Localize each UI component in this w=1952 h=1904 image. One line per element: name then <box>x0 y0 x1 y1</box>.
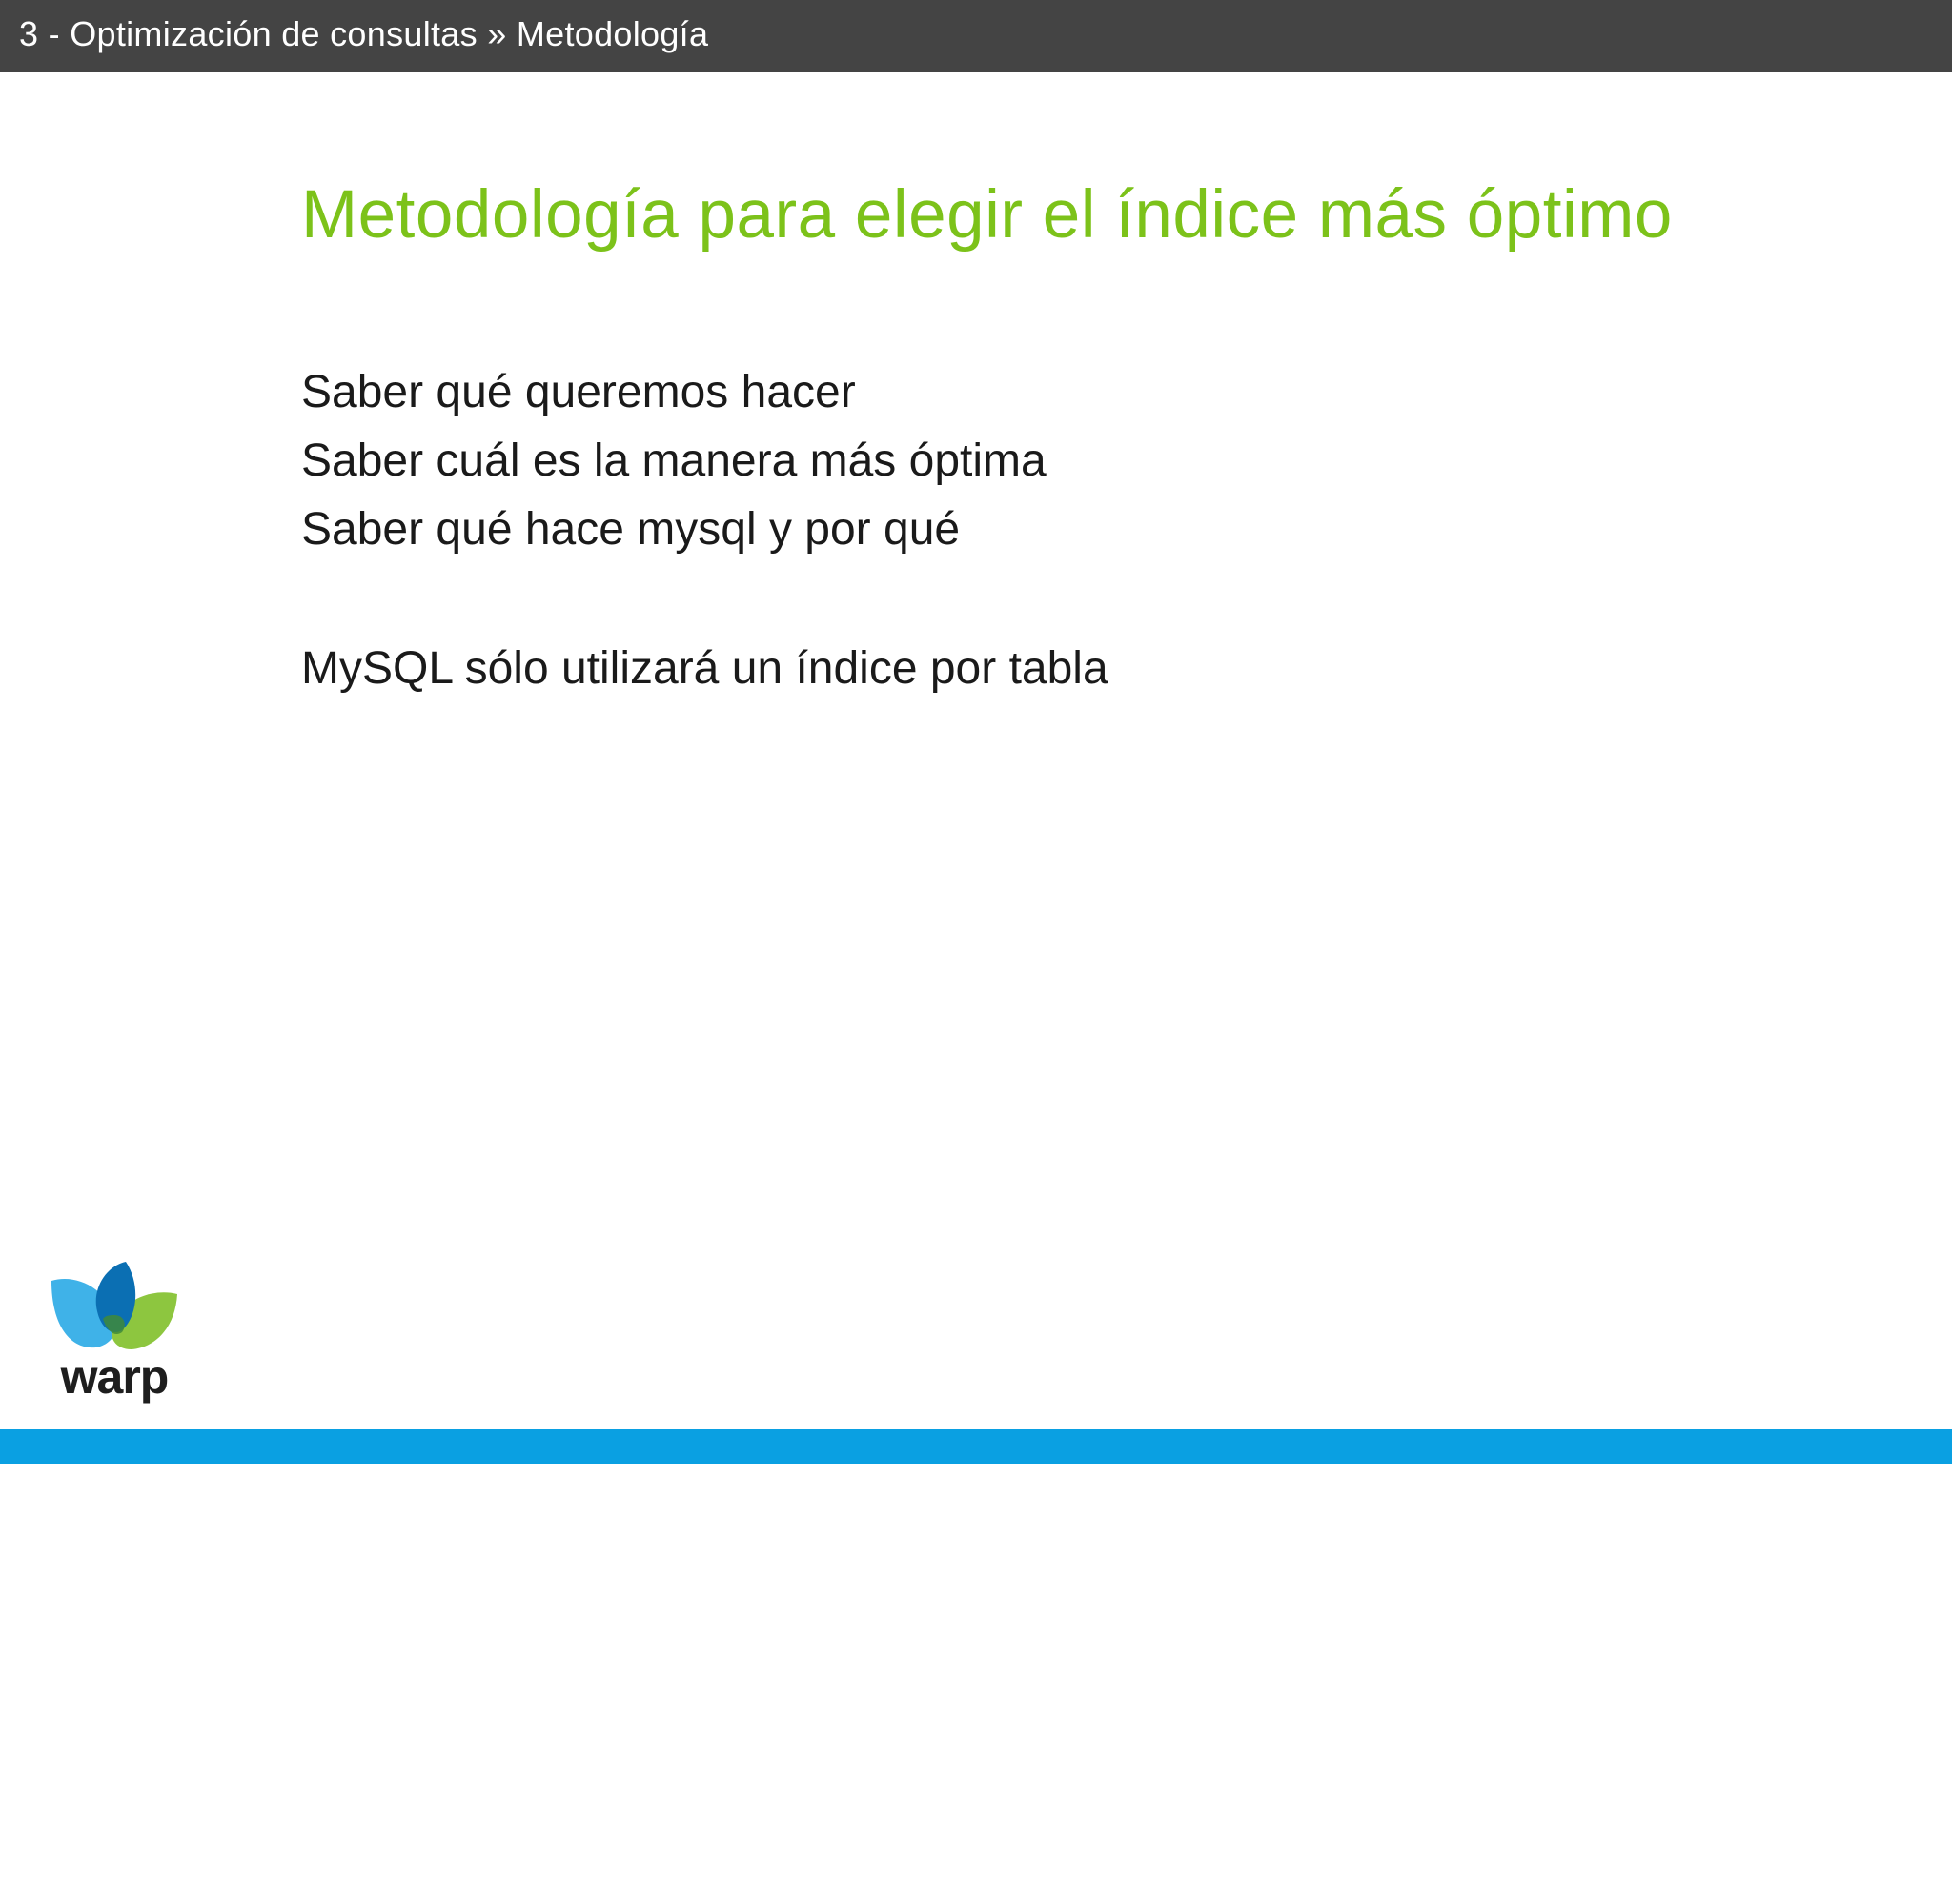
footer-bar <box>0 1429 1952 1464</box>
bullet-item: Saber cuál es la manera más óptima <box>301 435 1047 486</box>
slide-title: Metodología para elegir el índice más óptimo <box>301 177 1673 253</box>
bullet-list <box>301 358 1047 564</box>
bullet-item: Saber qué hace mysql y por qué <box>301 504 961 555</box>
warp-logo-icon <box>48 1260 181 1412</box>
breadcrumb: 3 - Optimización de consultas » Metodología <box>19 14 709 53</box>
header-bar <box>0 0 1952 72</box>
bullet-item: Saber qué queremos hacer <box>301 367 856 417</box>
logo-text: warp <box>60 1350 169 1404</box>
slide-note: MySQL sólo utilizará un índice por tabla <box>301 643 1108 694</box>
